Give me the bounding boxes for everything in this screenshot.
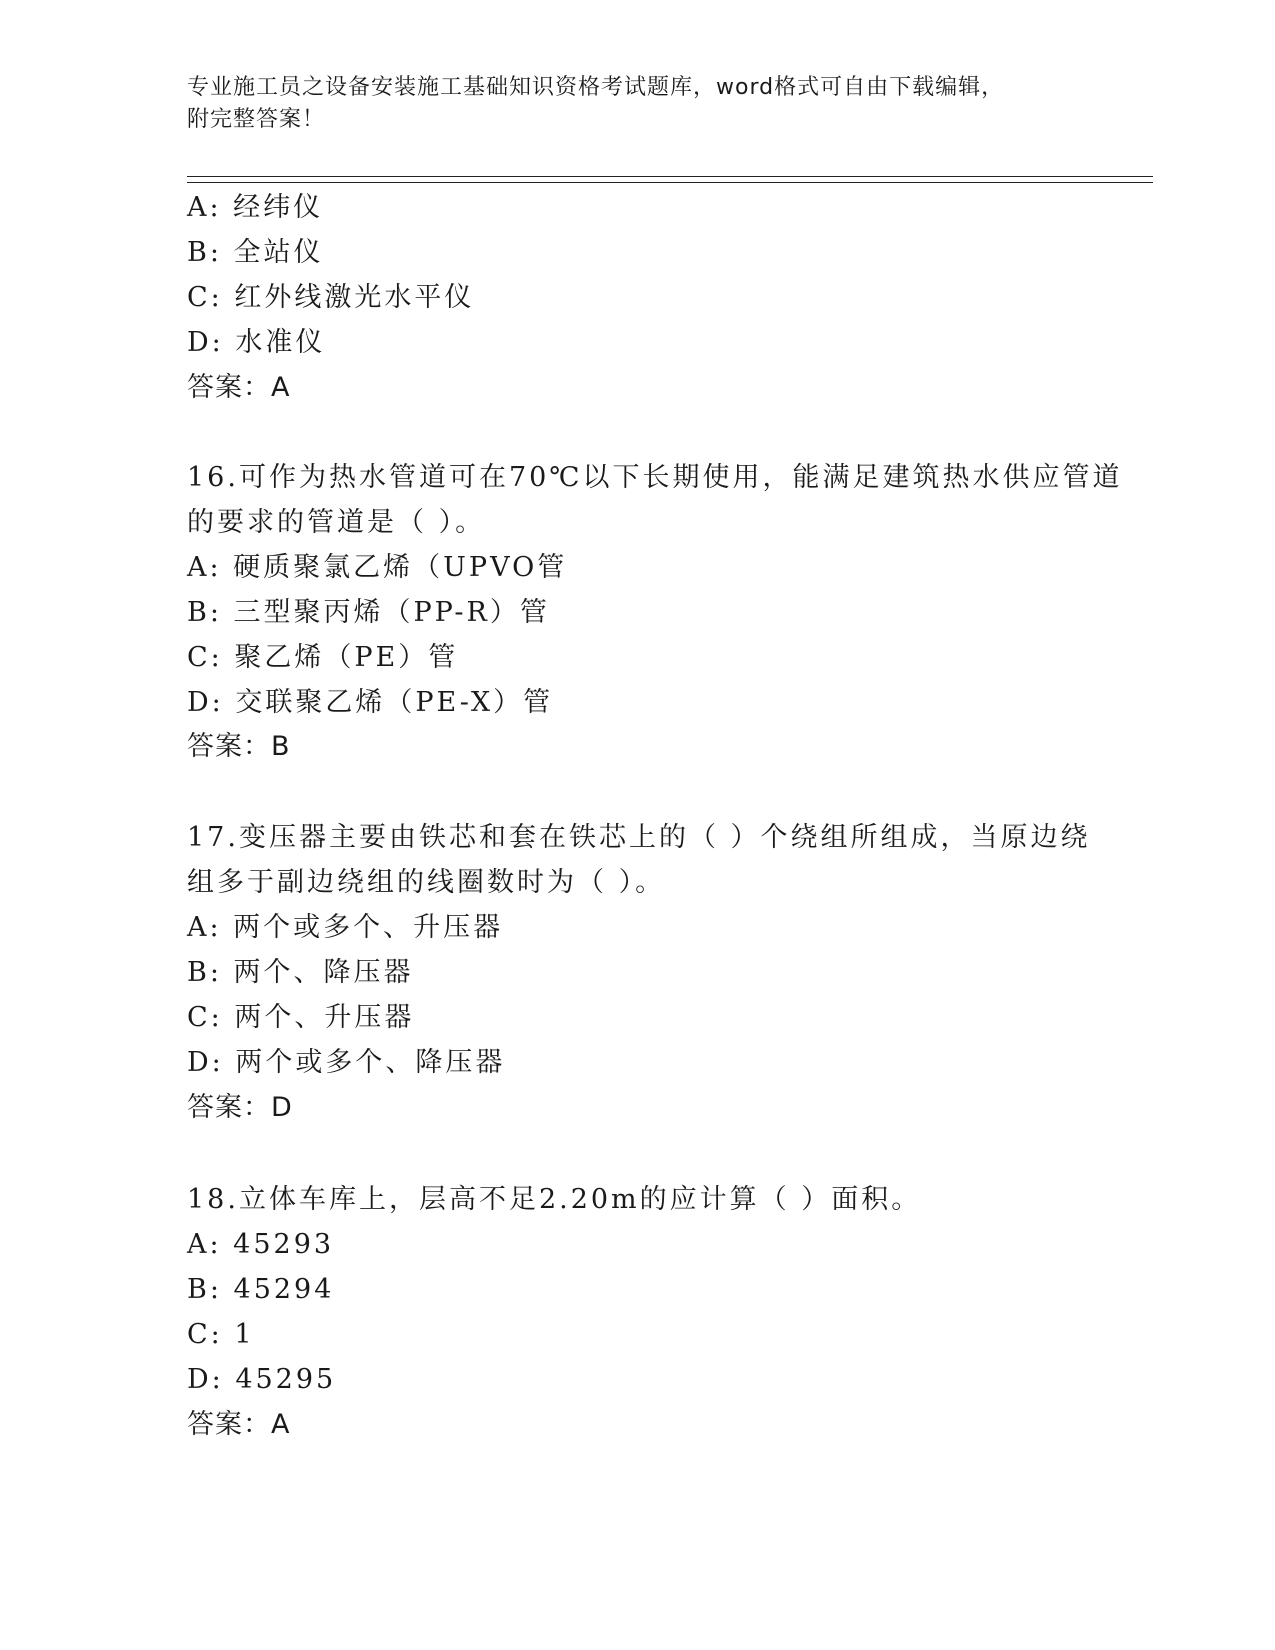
q17-stem-line-2: 组多于副边绕组的线圈数时为（ ）。 <box>187 867 666 898</box>
header-line-2: 附完整答案！ <box>187 107 326 132</box>
q15-option-c: C: 红外线激光水平仪 <box>187 282 475 313</box>
q16-stem-line-2: 的要求的管道是（ ）。 <box>187 507 486 538</box>
q15-option-b: B: 全站仪 <box>187 237 324 268</box>
header-divider-bottom <box>187 182 1153 183</box>
q17-stem-line-1: 17.变压器主要由铁芯和套在铁芯上的（ ）个绕组所组成，当原边绕 <box>187 822 1091 853</box>
q17-option-c: C: 两个、升压器 <box>187 1002 415 1033</box>
q15-option-a: A: 经纬仪 <box>187 192 324 223</box>
q18-option-c: C: 1 <box>187 1319 255 1350</box>
q18-option-d: D: 45295 <box>187 1364 337 1395</box>
header-divider-top <box>187 176 1153 177</box>
q16-option-c: C: 聚乙烯（PE）管 <box>187 642 459 673</box>
q16-option-a: A: 硬质聚氯乙烯（UPVO管 <box>187 552 568 583</box>
q15-answer: 答案：A <box>187 372 291 403</box>
q16-option-b: B: 三型聚丙烯（PP-R）管 <box>187 597 550 628</box>
q17-option-a: A: 两个或多个、升压器 <box>187 912 504 943</box>
q18-stem-line-1: 18.立体车库上，层高不足2.20m的应计算（ ）面积。 <box>187 1184 922 1215</box>
q16-stem-line-1: 16.可作为热水管道可在70℃以下长期使用，能满足建筑热水供应管道 <box>187 462 1123 493</box>
q15-option-d: D: 水准仪 <box>187 327 326 358</box>
document-header <box>187 72 1067 136</box>
q16-answer: 答案：B <box>187 731 291 762</box>
q18-answer: 答案：A <box>187 1409 291 1440</box>
q16-option-d: D: 交联聚乙烯（PE-X）管 <box>187 687 554 718</box>
q18-option-a: A: 45293 <box>187 1229 335 1260</box>
q18-option-b: B: 45294 <box>187 1274 335 1305</box>
header-line-1: 专业施工员之设备安装施工基础知识资格考试题库，word格式可自由下载编辑， <box>187 75 1005 100</box>
q17-option-d: D: 两个或多个、降压器 <box>187 1047 506 1078</box>
q17-answer: 答案：D <box>187 1092 293 1123</box>
q17-option-b: B: 两个、降压器 <box>187 957 414 988</box>
